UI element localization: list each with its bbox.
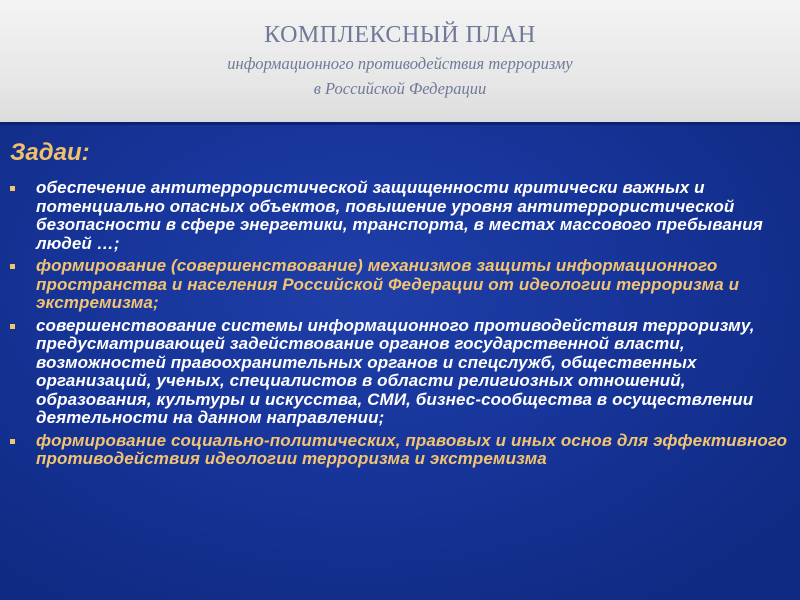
- slide-title: КОМПЛЕКСНЫЙ ПЛАН: [264, 22, 536, 48]
- tasks-heading: Задаи:: [10, 139, 90, 166]
- task-text: формирование социально-политических, правовых и иных основ для эффективного противодействия идеологии терроризма и экстремизма: [36, 430, 788, 468]
- slide-subtitle-line2: в Российской Федерации: [313, 79, 487, 98]
- content-panel: [0, 122, 800, 600]
- task-item: [8, 257, 788, 313]
- square-bullet-icon: [10, 324, 15, 329]
- square-bullet-icon: [10, 186, 15, 191]
- task-text: совершенствование системы информационного противодействия терроризму, предусматривающей задействование органов государственной власти, возможностей правоохранительных органов и спецслужб, общественных организаций, ученых, специалистов в области религиозных отношений, образования, культуры и искусства, СМИ, бизнес-сообщества в осуществлении деятельности на данном направлении;: [36, 315, 755, 427]
- task-item: [8, 179, 788, 253]
- task-text: обеспечение антитеррористической защищенности критически важных и потенциально опасных объектов, повышение уровня антитеррористической безопасности в сфере энергетики, транспорта, в местах массового пребывания людей …;: [36, 178, 763, 253]
- header-band: [0, 0, 800, 122]
- slide-subtitle-line1: информационного противодействия терроризму: [227, 54, 573, 73]
- task-text: формирование (совершенствование) механизмов защиты информационного пространства и населения Российской Федерации от идеологии терроризма и экстремизма;: [36, 256, 740, 312]
- square-bullet-icon: [10, 439, 15, 444]
- task-item: [8, 317, 788, 428]
- square-bullet-icon: [10, 264, 15, 269]
- task-item: [8, 432, 788, 469]
- task-list: [8, 179, 788, 473]
